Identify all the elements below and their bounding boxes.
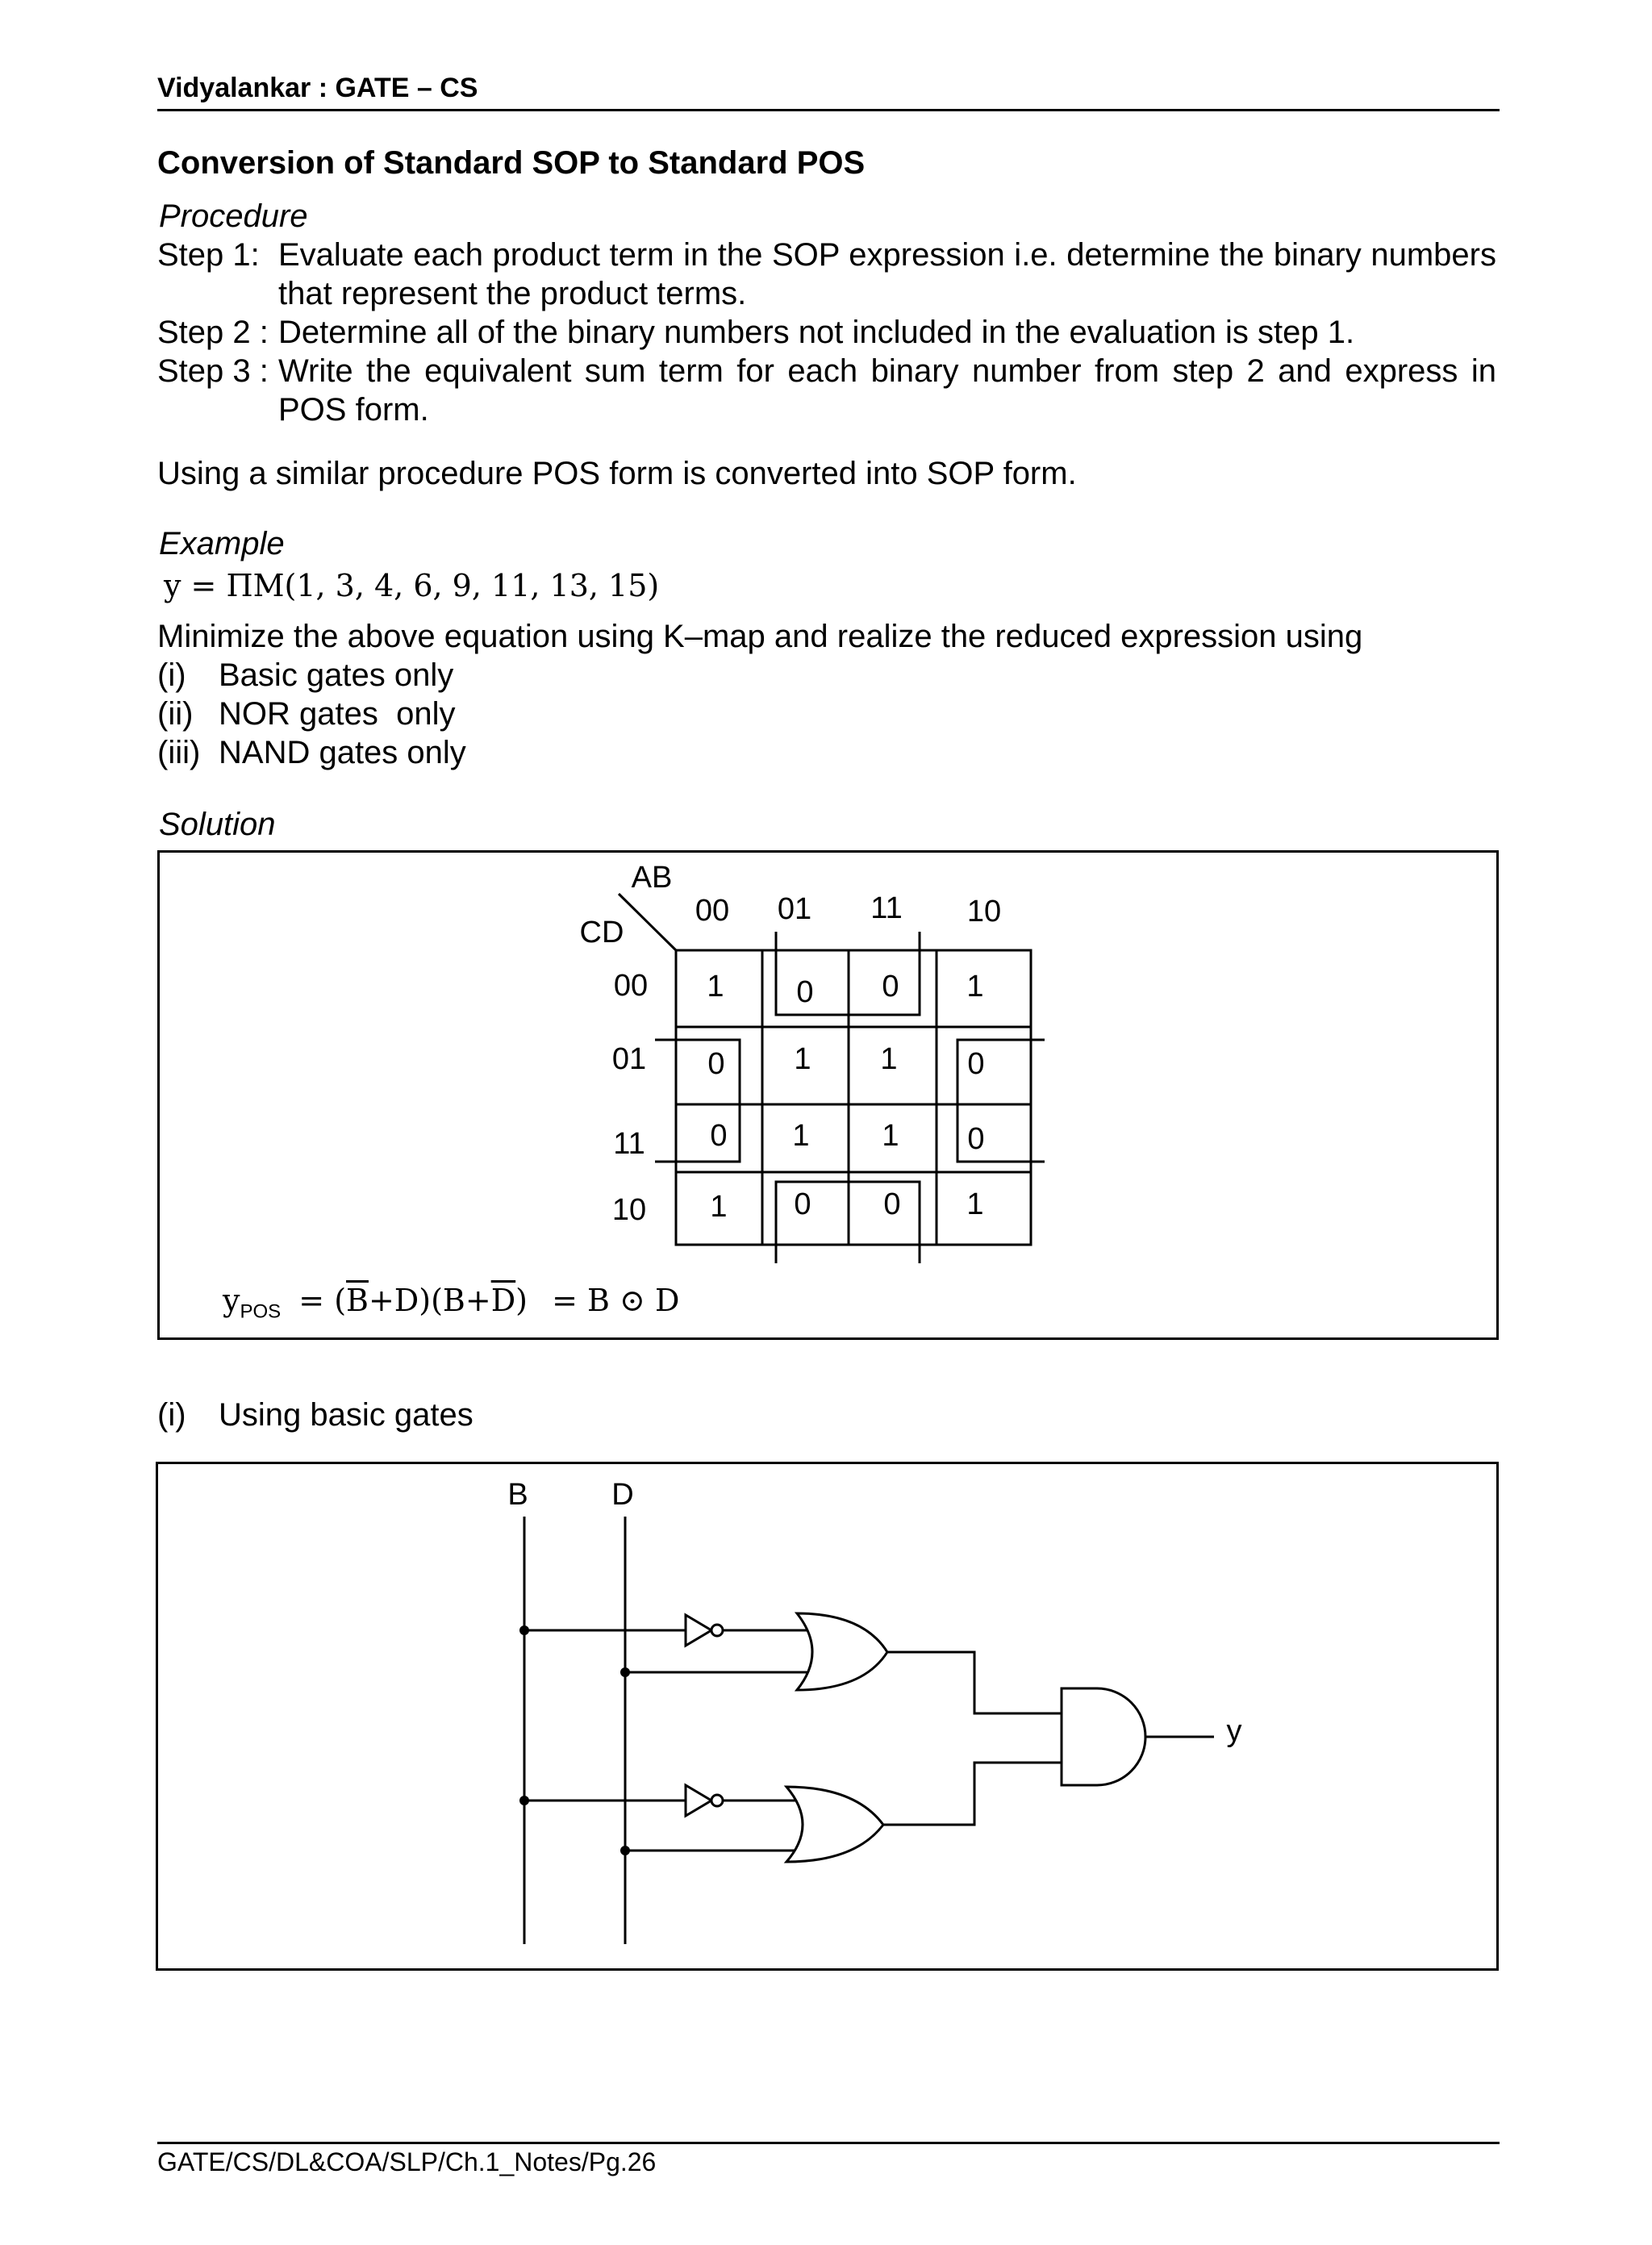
kmap-cell: 0 bbox=[796, 975, 814, 1009]
wire bbox=[887, 1652, 1062, 1713]
step-1-label: Step 1: bbox=[157, 237, 260, 273]
kmap-cell: 1 bbox=[792, 1119, 810, 1153]
kmap-cell: 1 bbox=[966, 1187, 984, 1221]
step-1-text: Evaluate each product term in the SOP expression i.e. determine the binary numbers that represent the product terms. bbox=[278, 237, 1496, 311]
not-gate-1-bubble bbox=[711, 1625, 723, 1636]
option-1-text: Basic gates only bbox=[219, 657, 454, 693]
option-2-num: (ii) bbox=[157, 696, 194, 732]
option-3-text: NAND gates only bbox=[219, 735, 466, 770]
option-2-text: NOR gates only bbox=[219, 696, 456, 732]
example-label: Example bbox=[159, 526, 285, 561]
kmap-row-label: 01 bbox=[611, 1042, 647, 1076]
junction-dot bbox=[519, 1796, 529, 1805]
kmap-row-var: CD bbox=[579, 916, 624, 949]
kmap-row-label: 11 bbox=[613, 1127, 645, 1161]
result-plus2: + bbox=[465, 1283, 491, 1318]
kmap-cell: 1 bbox=[710, 1190, 728, 1224]
not-gate-1 bbox=[686, 1615, 711, 1646]
step-3-text: Write the equivalent sum term for each binary number from step 2 and express in POS form. bbox=[278, 353, 1496, 428]
page-header: Vidyalankar : GATE – CS bbox=[157, 73, 478, 103]
kmap-cell: 0 bbox=[967, 1122, 985, 1156]
kmap-cell: 1 bbox=[707, 970, 724, 1004]
kmap-cell: 0 bbox=[707, 1047, 725, 1081]
result-d1: D)(B bbox=[394, 1283, 465, 1318]
and-gate bbox=[1062, 1688, 1145, 1785]
option-3-num: (iii) bbox=[157, 735, 201, 770]
result-lhs: y bbox=[223, 1283, 240, 1318]
or-gate-1 bbox=[797, 1613, 887, 1690]
result-plus1: + bbox=[368, 1283, 394, 1318]
step-3-label: Step 3 : bbox=[157, 353, 269, 389]
option-1-num: (i) bbox=[157, 657, 186, 693]
not-gate-2-bubble bbox=[711, 1795, 723, 1806]
conversion-note: Using a similar procedure POS form is converted into SOP form. bbox=[157, 456, 1077, 491]
junction-dot bbox=[519, 1625, 529, 1635]
result-rhs: B ⊙ D bbox=[587, 1283, 680, 1318]
result-lhs-sub: POS bbox=[240, 1300, 282, 1323]
kmap-col-var: AB bbox=[631, 861, 673, 895]
solution-label: Solution bbox=[159, 807, 276, 842]
input-b-label: B bbox=[507, 1478, 528, 1512]
result-close: ) bbox=[515, 1283, 528, 1318]
section-title: Conversion of Standard SOP to Standard POS bbox=[157, 145, 866, 181]
junction-dot bbox=[620, 1846, 630, 1855]
result-open: ( bbox=[334, 1283, 347, 1318]
footer-rule bbox=[157, 2142, 1500, 2144]
or-gate-2 bbox=[786, 1787, 883, 1862]
input-d-label: D bbox=[611, 1478, 634, 1512]
kmap-cell: 1 bbox=[794, 1042, 811, 1076]
kmap-cell: 1 bbox=[880, 1042, 898, 1076]
junction-dot bbox=[620, 1667, 630, 1677]
kmap-cell: 0 bbox=[883, 1187, 901, 1221]
circuit-num: (i) bbox=[157, 1397, 186, 1433]
result-b-bar: $\overline{B}$ bbox=[346, 1283, 369, 1318]
kmap-row-label: 10 bbox=[611, 1193, 647, 1227]
output-label: y bbox=[1226, 1714, 1242, 1748]
kmap-cell: 0 bbox=[967, 1047, 985, 1081]
not-gate-2 bbox=[686, 1785, 711, 1816]
result-eq1: = bbox=[298, 1283, 325, 1318]
kmap-col-label: 00 bbox=[695, 894, 730, 928]
kmap-col-label: 10 bbox=[966, 895, 1002, 928]
page-footer: GATE/CS/DL&COA/SLP/Ch.1_Notes/Pg.26 bbox=[157, 2147, 657, 2176]
result-d-bar: $\overline{D}$ bbox=[490, 1283, 516, 1318]
example-question: Minimize the above equation using K–map and realize the reduced expression using bbox=[157, 619, 1363, 654]
kmap-col-label: 01 bbox=[777, 892, 812, 926]
kmap-cell: 0 bbox=[710, 1119, 728, 1153]
kmap-cell: 1 bbox=[966, 970, 984, 1004]
kmap-row-label: 00 bbox=[613, 969, 649, 1003]
result-eq2: = bbox=[552, 1283, 578, 1318]
kmap-col-label: 11 bbox=[870, 891, 903, 925]
example-equation: y = ΠM(1, 3, 4, 6, 9, 11, 13, 15) bbox=[164, 568, 660, 603]
step-2-text: Determine all of the binary numbers not included in the evaluation is step 1. bbox=[278, 315, 1355, 350]
circuit-title: Using basic gates bbox=[219, 1397, 473, 1433]
kmap-cell: 0 bbox=[794, 1187, 811, 1221]
kmap-cell: 1 bbox=[882, 1119, 899, 1153]
kmap-cell: 0 bbox=[882, 970, 899, 1004]
step-2-label: Step 2 : bbox=[157, 315, 269, 350]
procedure-label: Procedure bbox=[159, 198, 308, 234]
wire bbox=[883, 1763, 1062, 1825]
